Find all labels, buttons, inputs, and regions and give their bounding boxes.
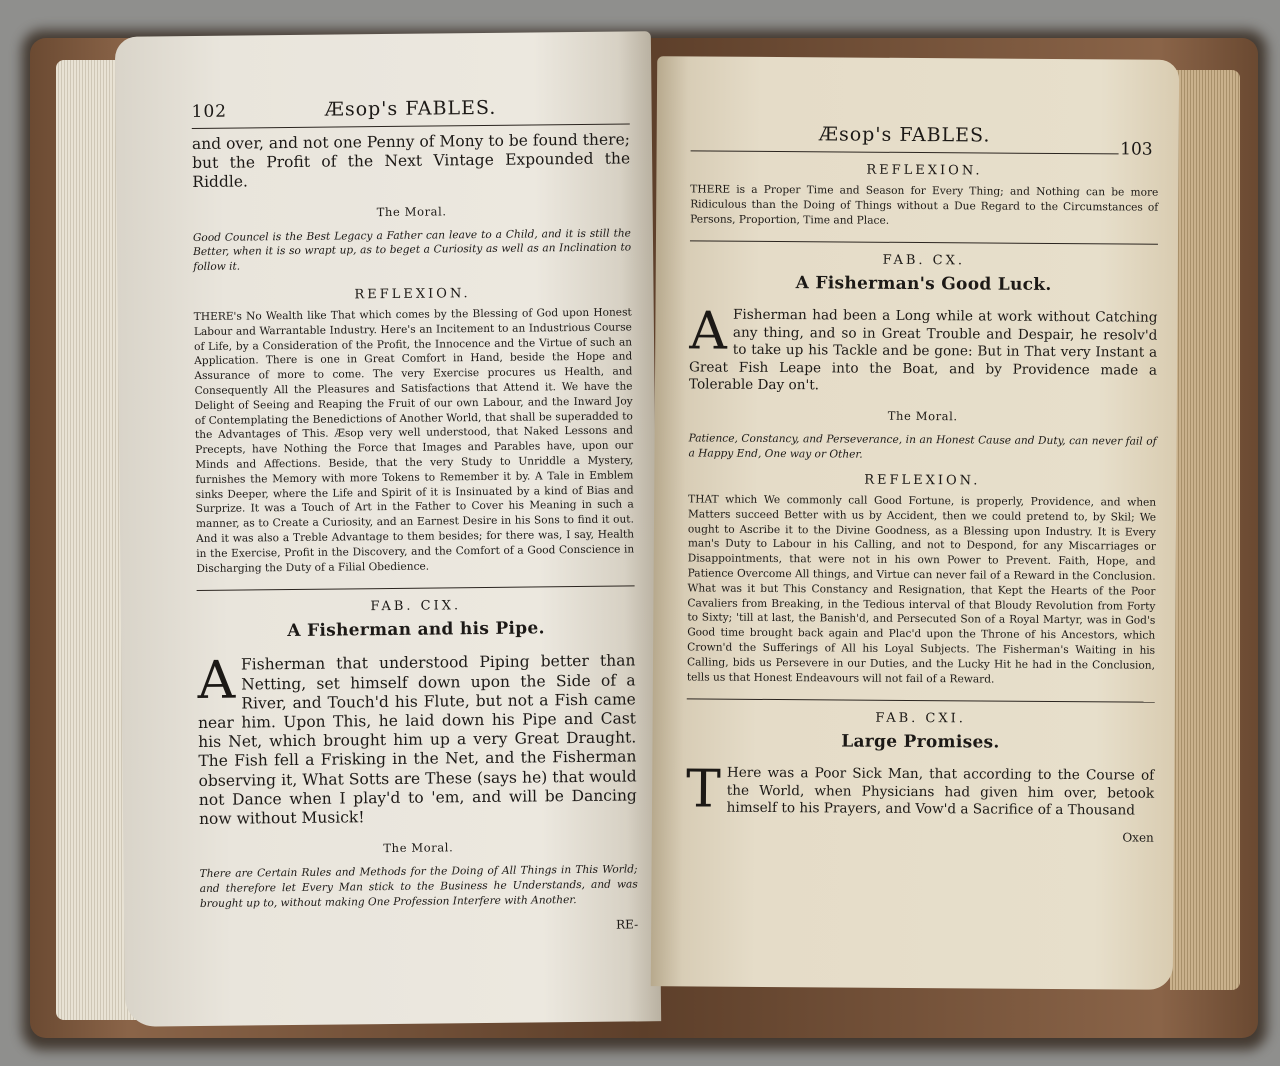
right-fable-text-1: Fisherman had been a Long while at work without Catching any thing, and so in Great Trouble and Despair, he resolv'd to take up his Tackle and be gone: But in That very Instant a Great Fish Leape into the Boat, and by Providence made a Tolerable Day on't.	[688, 307, 1158, 394]
right-divider-rule-1	[690, 241, 1158, 245]
right-dropcap-2: T	[685, 759, 722, 821]
left-fable-title: A Fisherman and his Pipe.	[287, 618, 545, 642]
right-fab-label-1: FAB. CX.	[882, 253, 966, 269]
right-catchword: Oxen	[1122, 830, 1154, 845]
left-reflexion-text-1: THERE's No Wealth like That which comes by the Blessing of God upon Honest Labour and Warrantable Industry. Here's an Incitement to an Industrious Course of Life, by a Consideration of the Profit, the Innocence and the Virtue of such an Application. There is one in Great Comfort in Hand, beside the Hope and Assurance of more to come. The very Exercise procures us Health, and Consequently All the Pleasures and Satisfactions that Attend it. We have the Delight of Seeing and Reaping the Fruit of our own Labour, and the Inward Joy of Contemplating the Benedictions of Another World, that shall be superadded to the Advantages of This. Æsop very well understood, that Naked Lessons and Precepts, have Nothing the Force that Images and Parables have, upon our Minds and Affections. Beside, that the very Study to Unriddle a Mystery, furnishes the Memory with more Tokens to Remember it by. A Tale in Emblem sinks Deeper, where the Life and Spirit of it is Insinuated by a kind of Bias and Surprize. It was a Touch of Art in the Father to Cover his Meaning in such a manner, as to Create a Curiosity, and an Earnest Desire in his Sons to find it out. And it was also a Treble Advantage to them besides; for there was, I say, Health in the Exercise, Profit in the Discovery, and the Comfort of a Good Conscience in Discharging the Duty of a Filial Obedience.	[193, 306, 635, 575]
left-catchword: RE-	[615, 916, 639, 932]
left-moral-heading-1: The Moral.	[376, 203, 447, 219]
right-reflexion-text-1: THERE is a Proper Time and Season for Every Thing; and Nothing can be more Ridiculous than the Doing of Things without a Due Regard to the Circumstances of Persons, Proportion, Time and Place.	[690, 183, 1159, 227]
left-fab-label: FAB. CIX.	[370, 598, 462, 615]
left-page-number: 102	[191, 101, 228, 123]
right-fable-body-2	[685, 759, 1155, 821]
right-page	[651, 56, 1179, 990]
right-fable-text-2: Here was a Poor Sick Man, that according to the Course of the World, when Physicians had given him over, betook himself to his Prayers, and Vow'd a Sacrifice of a Thousand	[726, 765, 1155, 819]
right-page-edges	[1170, 70, 1240, 990]
left-running-title: Æsop's FABLES.	[324, 96, 497, 121]
left-continuation-text: and over, and not one Penny of Mony to be found there; but the Profit of the Next Vintage Expounded the Riddle.	[191, 130, 631, 192]
left-page	[115, 31, 661, 1027]
left-fable-body	[197, 652, 637, 829]
right-moral-heading: The Moral.	[887, 409, 958, 424]
left-moral-text-1: Good Councel is the Best Legacy a Father can leave to a Child, and it is still the Better, when it is so wrapt up, as to beget a Curiosity as well as an Inclination to follow it.	[192, 227, 632, 274]
left-reflexion-heading-1: REFLEXION.	[354, 286, 471, 303]
left-moral-heading-2: The Moral.	[383, 840, 454, 856]
right-fable-body-1	[688, 301, 1158, 397]
left-moral-text-2: There are Certain Rules and Methods for the Doing of All Things in This World; and therefore let Every Man stick to the Business he Understands, and was brought up to, without making One Profession Interfere with Another.	[199, 863, 638, 910]
right-dropcap-1: A	[689, 301, 728, 363]
left-divider-rule	[197, 586, 635, 592]
right-running-title: Æsop's FABLES.	[818, 123, 991, 147]
right-reflexion-heading-1: REFLEXION.	[866, 162, 983, 179]
right-reflexion-heading-2: REFLEXION.	[864, 472, 981, 489]
right-fab-label-2: FAB. CXI.	[875, 711, 966, 727]
right-reflexion-text-2: THAT which We commonly call Good Fortune, is properly, Providence, and when Matters succeed Better with us by Accident, then we could pretend to, by Skil; We ought to Ascribe it to the Divine Goodness, as a Blessing upon Industry. It is Every man's Duty to Labour in his Calling, and not to Despond, for any Miscarriages or Disappointments, that were not in his own Power to Prevent. Faith, Hope, and Patience Overcome All things, and Virtue can never fail of a Reward in the Conclusion. What was it but This Constancy and Resignation, that Kept the Hearts of the Poor Cavaliers from Breaking, in the Tedious interval of that Bloudy Revolution from Forty to Sixty; 'till at last, the Banish'd, and Persecuted Son of a Royal Martyr, was in God's Good time brought back again and Plac'd upon the Throne of his Ancestors, which Crown'd the Sufferings of All his Loyal Subjects. The Fisherman's Waiting in his Calling, bids us Persevere in our Duties, and the Lucky Hit he had in the Conclusion, tells us that Honest Endeavours will not fail of a Reward.	[686, 493, 1157, 686]
right-divider-rule-2	[687, 699, 1155, 703]
right-running-head	[691, 124, 1119, 154]
right-moral-text: Patience, Constancy, and Perseverance, in an Honest Cause and Duty, can never fail of a Happy End, One way or Other.	[688, 432, 1157, 461]
left-dropcap: A	[197, 650, 236, 712]
right-fable-title-1: A Fisherman's Good Luck.	[795, 273, 1052, 296]
left-running-head	[192, 97, 630, 129]
left-fable-text: Fisherman that understood Piping better than Netting, set himself down upon the Side of a River, and Touch'd his Flute, but not a Fish came near him. Upon This, he laid down his Pipe and Cast his Net, which brought him up a very Great Draught. The Fish fell a Frisking in the Net, and the Fisherman observing it, What Sotts are These (says he) that would not Dance when I play'd to 'em, and will be Dancing now without Musick!	[197, 651, 637, 828]
right-page-number: 103	[1120, 139, 1153, 160]
right-fable-title-2: Large Promises.	[841, 731, 1000, 753]
